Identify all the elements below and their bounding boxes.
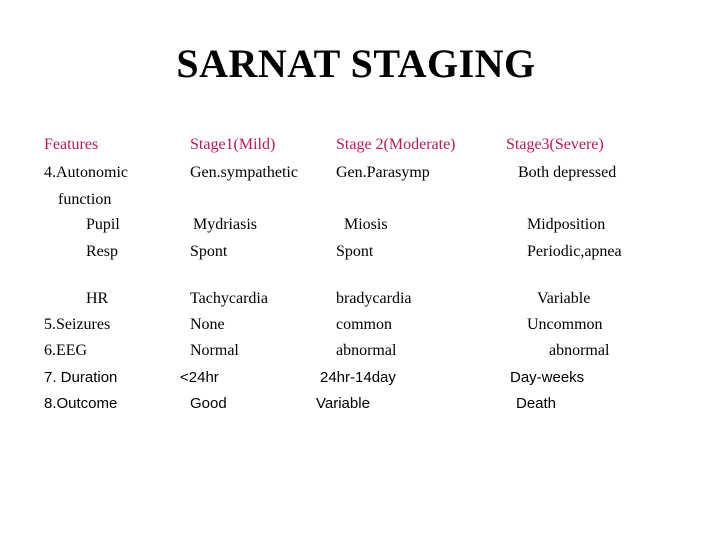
- feature-duration: 7. Duration: [44, 369, 118, 386]
- stage3-outcome: Death: [516, 395, 557, 412]
- stage2-pupil: Miosis: [344, 216, 388, 233]
- stage3-eeg: abnormal: [549, 342, 610, 359]
- header-stage2: Stage 2(Moderate): [336, 136, 456, 153]
- feature-outcome: 8.Outcome: [44, 395, 118, 412]
- stage3-hr: Variable: [537, 290, 591, 307]
- stage2-resp: Spont: [336, 243, 374, 260]
- stage1-autonomic: Gen.sympathetic: [190, 164, 298, 181]
- stage2-outcome: Variable: [316, 395, 370, 412]
- stage3-duration: Day-weeks: [510, 369, 585, 386]
- stage2-seizures: common: [336, 316, 392, 333]
- header-features: Features: [44, 136, 99, 153]
- stage1-resp: Spont: [190, 243, 228, 260]
- feature-seizures: 5.Seizures: [44, 316, 111, 333]
- stage3-resp: Periodic,apnea: [527, 243, 622, 260]
- stage3-autonomic: Both depressed: [518, 164, 617, 181]
- feature-autonomic: 4.Autonomic: [44, 164, 128, 181]
- feature-resp: Resp: [86, 243, 118, 260]
- stage3-pupil: Midposition: [527, 216, 606, 233]
- stage1-eeg: Normal: [190, 342, 239, 359]
- header-stage3: Stage3(Severe): [506, 136, 604, 153]
- feature-function: function: [58, 191, 112, 208]
- stage2-duration: 24hr-14day: [320, 369, 396, 386]
- stage1-duration: <24hr: [180, 369, 219, 386]
- feature-eeg: 6.EEG: [44, 342, 88, 359]
- stage2-autonomic: Gen.Parasymp: [336, 164, 430, 181]
- stage2-hr: bradycardia: [336, 290, 412, 307]
- stage3-seizures: Uncommon: [527, 316, 603, 333]
- stage1-outcome: Good: [190, 395, 227, 412]
- feature-hr: HR: [86, 290, 109, 307]
- stage1-pupil: Mydriasis: [193, 216, 257, 233]
- feature-pupil: Pupil: [86, 216, 120, 233]
- slide-title: SARNAT STAGING: [176, 41, 536, 86]
- stage2-eeg: abnormal: [336, 342, 397, 359]
- stage1-hr: Tachycardia: [190, 290, 268, 307]
- header-stage1: Stage1(Mild): [190, 136, 276, 153]
- stage1-seizures: None: [190, 316, 225, 333]
